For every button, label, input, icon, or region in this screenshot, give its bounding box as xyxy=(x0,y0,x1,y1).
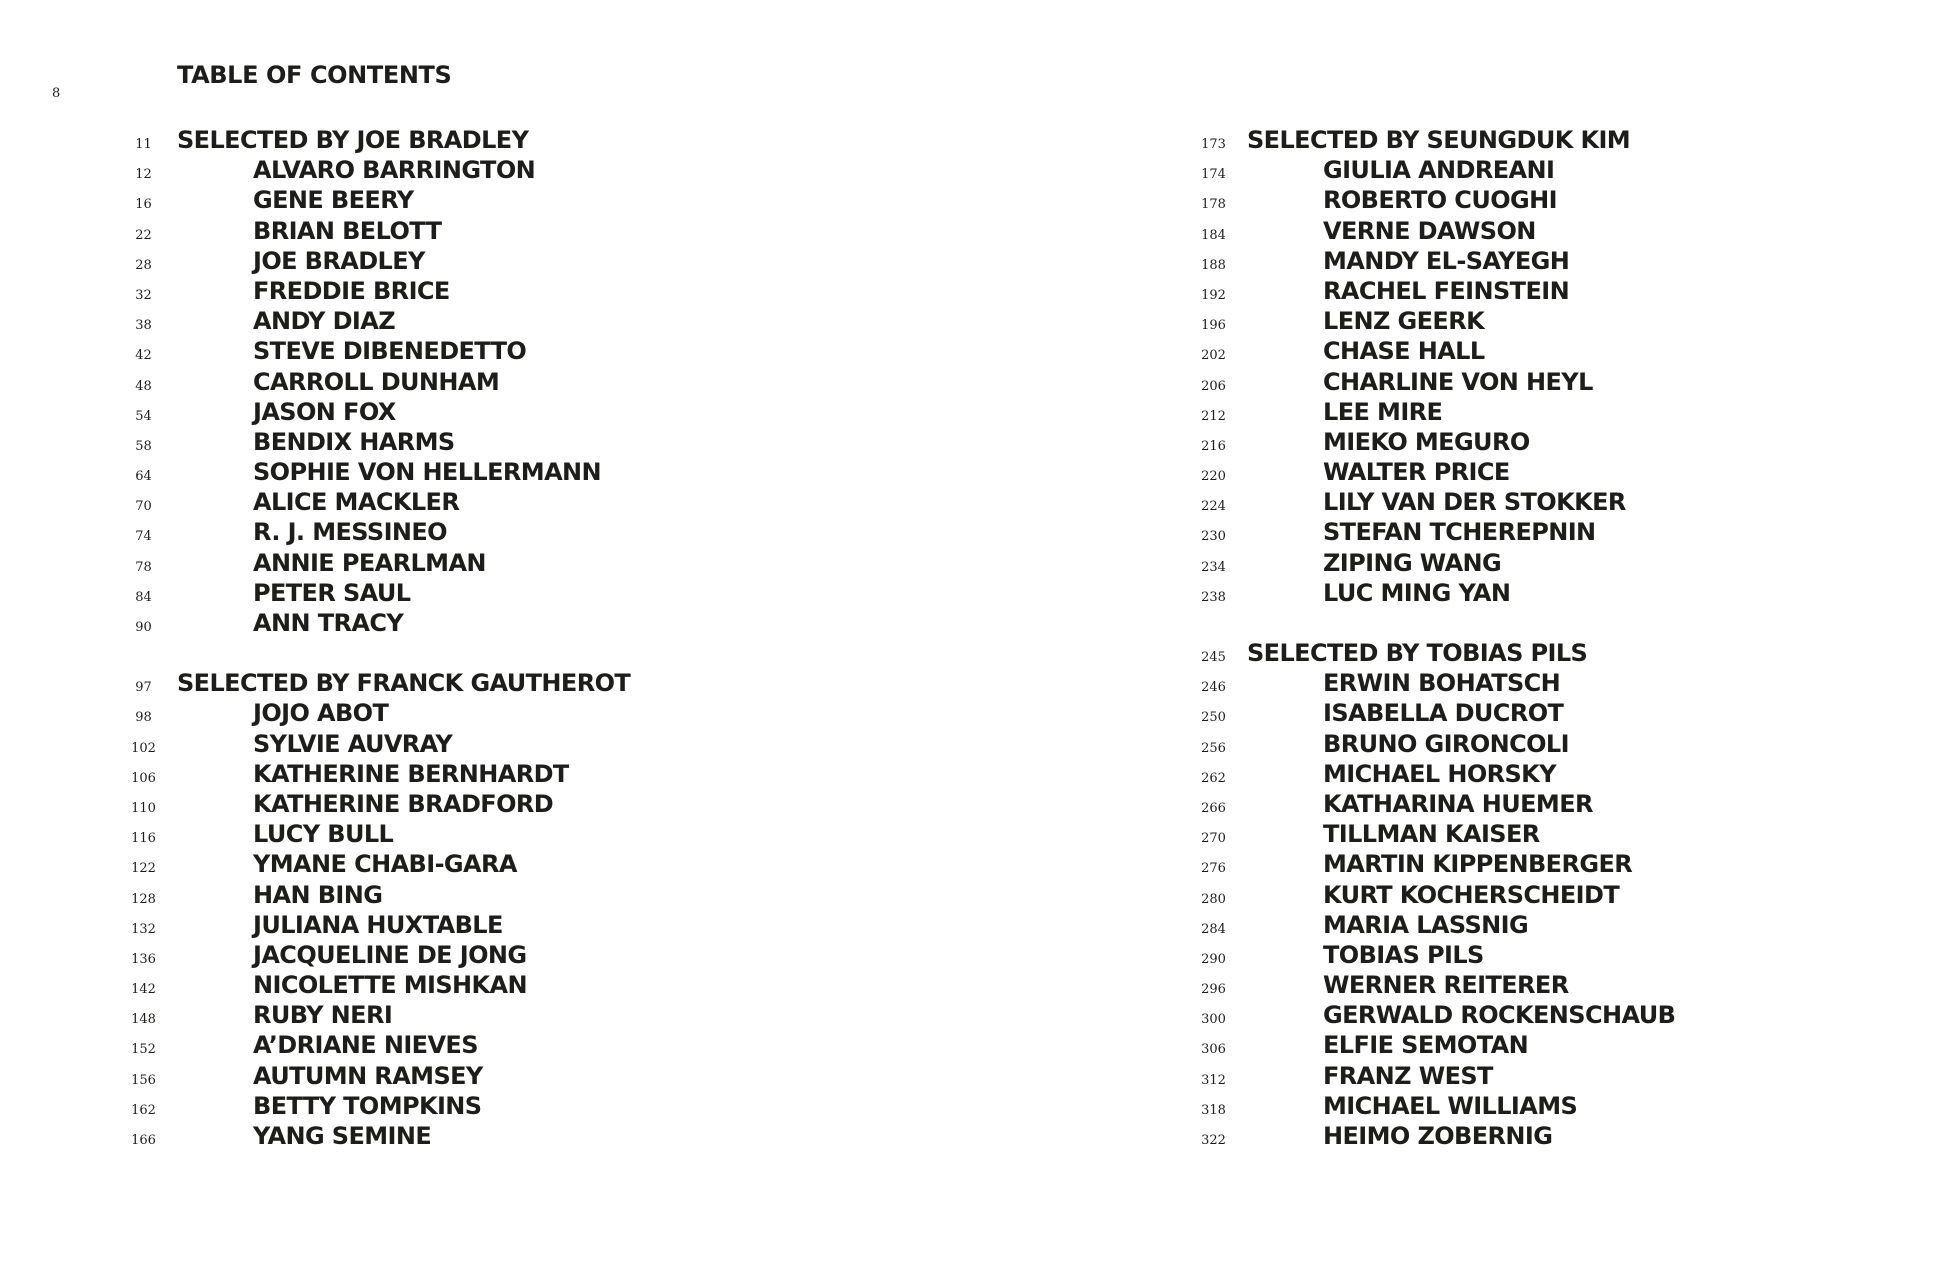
artist-page-number: 48 xyxy=(135,378,152,394)
artist-name: R. J. MESSINEO xyxy=(253,518,447,547)
artist-name: MICHAEL WILLIAMS xyxy=(1323,1091,1578,1120)
artist-page-number: 266 xyxy=(1201,800,1226,816)
section-title: SELECTED BY TOBIAS PILS xyxy=(1247,639,1588,667)
page-title: TABLE OF CONTENTS xyxy=(177,61,452,89)
artist-entry xyxy=(110,820,630,850)
artist-page-number: 78 xyxy=(135,559,152,575)
artist-page-number: 54 xyxy=(135,408,152,424)
artist-page-number: 128 xyxy=(131,891,156,907)
artist-page-number: 122 xyxy=(131,861,156,877)
artist-entry xyxy=(1180,971,1675,1001)
artist-entry xyxy=(1180,156,1675,186)
artist-entry xyxy=(110,1031,630,1061)
artist-name: SYLVIE AUVRAY xyxy=(253,729,453,758)
artist-page-number: 234 xyxy=(1201,559,1226,575)
artist-entry xyxy=(1180,1092,1675,1122)
artist-page-number: 306 xyxy=(1201,1042,1226,1058)
artist-page-number: 202 xyxy=(1201,348,1226,364)
artist-page-number: 74 xyxy=(135,529,152,545)
artist-entry xyxy=(110,790,630,820)
artist-name: BENDIX HARMS xyxy=(253,427,455,456)
artist-name: PETER SAUL xyxy=(253,578,411,607)
artist-name: KATHERINE BERNHARDT xyxy=(253,759,569,788)
artist-page-number: 196 xyxy=(1201,318,1226,334)
artist-entry xyxy=(110,337,630,367)
section-title: SELECTED BY JOE BRADLEY xyxy=(177,126,529,154)
artist-entry xyxy=(1180,820,1675,850)
section-page-number: 245 xyxy=(1201,650,1226,665)
artist-entry xyxy=(110,156,630,186)
artist-page-number: 58 xyxy=(135,438,152,454)
artist-name: YMANE CHABI-GARA xyxy=(253,850,517,879)
artist-name: A’DRIANE NIEVES xyxy=(253,1031,478,1060)
artist-name: STEVE DIBENEDETTO xyxy=(253,337,527,366)
artist-name: CARROLL DUNHAM xyxy=(253,367,500,396)
artist-page-number: 64 xyxy=(135,469,152,485)
artist-page-number: 300 xyxy=(1201,1012,1226,1028)
artist-entry xyxy=(110,971,630,1001)
artist-page-number: 84 xyxy=(135,589,152,605)
artist-page-number: 280 xyxy=(1201,891,1226,907)
artist-name: JOE BRADLEY xyxy=(253,246,425,275)
artist-page-number: 42 xyxy=(135,348,152,364)
artist-page-number: 174 xyxy=(1201,167,1226,183)
artist-entry xyxy=(110,881,630,911)
artist-name: ISABELLA DUCROT xyxy=(1323,699,1564,728)
artist-entry xyxy=(1180,911,1675,941)
artist-name: RACHEL FEINSTEIN xyxy=(1323,276,1570,305)
artist-name: LENZ GEERK xyxy=(1323,307,1485,336)
artist-name: ERWIN BOHATSCH xyxy=(1323,669,1561,698)
toc-section xyxy=(110,669,630,1152)
artist-entry xyxy=(110,579,630,609)
artist-entry xyxy=(1180,307,1675,337)
section-heading-row xyxy=(1180,126,1675,156)
artist-name: JACQUELINE DE JONG xyxy=(253,940,527,969)
artist-page-number: 166 xyxy=(131,1133,156,1148)
section-title: SELECTED BY FRANCK GAUTHEROT xyxy=(177,669,631,698)
artist-page-number: 106 xyxy=(131,770,156,786)
artist-name: KURT KOCHERSCHEIDT xyxy=(1323,880,1620,909)
artist-name: ALVARO BARRINGTON xyxy=(253,156,536,185)
artist-name: WALTER PRICE xyxy=(1323,458,1510,487)
artist-name: MANDY EL-SAYEGH xyxy=(1323,246,1570,275)
artist-page-number: 188 xyxy=(1201,257,1226,273)
artist-entry xyxy=(1180,368,1675,398)
toc-column-left xyxy=(110,126,630,1182)
artist-entry xyxy=(110,549,630,579)
artist-page-number: 212 xyxy=(1201,408,1226,424)
artist-entry xyxy=(1180,790,1675,820)
artist-entry xyxy=(110,1092,630,1122)
artist-entry xyxy=(110,911,630,941)
artist-page-number: 132 xyxy=(131,921,156,937)
artist-page-number: 12 xyxy=(135,167,152,183)
artist-name: MARTIN KIPPENBERGER xyxy=(1323,850,1633,879)
artist-entry xyxy=(1180,1122,1675,1152)
page-number: 8 xyxy=(52,86,61,101)
toc-section xyxy=(1180,126,1675,609)
artist-name: ZIPING WANG xyxy=(1323,548,1502,577)
artist-entry xyxy=(1180,458,1675,488)
section-page-number: 97 xyxy=(135,680,152,696)
artist-name: LILY VAN DER STOKKER xyxy=(1323,488,1626,517)
artist-name: GERWALD ROCKENSCHAUB xyxy=(1323,1001,1676,1030)
artist-page-number: 16 xyxy=(135,197,152,213)
artist-page-number: 312 xyxy=(1201,1072,1226,1088)
artist-entry xyxy=(1180,277,1675,307)
artist-name: ALICE MACKLER xyxy=(253,488,460,517)
artist-name: VERNE DAWSON xyxy=(1323,216,1536,245)
artist-entry xyxy=(110,760,630,790)
artist-page-number: 148 xyxy=(131,1012,156,1028)
artist-page-number: 216 xyxy=(1201,438,1226,454)
artist-page-number: 318 xyxy=(1201,1102,1226,1118)
artist-entry xyxy=(110,428,630,458)
artist-page-number: 230 xyxy=(1201,529,1226,545)
toc-section xyxy=(110,126,630,639)
artist-entry xyxy=(1180,428,1675,458)
artist-page-number: 220 xyxy=(1201,469,1226,485)
artist-name: AUTUMN RAMSEY xyxy=(253,1061,483,1090)
artist-entry xyxy=(1180,669,1675,699)
artist-entry xyxy=(110,247,630,277)
artist-entry xyxy=(1180,247,1675,277)
artist-name: GENE BEERY xyxy=(253,186,414,215)
artist-page-number: 110 xyxy=(131,800,156,816)
artist-name: BETTY TOMPKINS xyxy=(253,1091,482,1120)
section-heading-row xyxy=(110,669,630,699)
artist-entry xyxy=(1180,518,1675,548)
artist-name: HAN BING xyxy=(253,880,383,909)
artist-page-number: 290 xyxy=(1201,951,1226,967)
artist-page-number: 206 xyxy=(1201,378,1226,394)
artist-name: ANNIE PEARLMAN xyxy=(253,548,486,577)
artist-page-number: 284 xyxy=(1201,921,1226,937)
artist-name: CHASE HALL xyxy=(1323,337,1485,366)
artist-name: MARIA LASSNIG xyxy=(1323,910,1529,939)
artist-entry xyxy=(110,307,630,337)
artist-entry xyxy=(110,458,630,488)
artist-name: GIULIA ANDREANI xyxy=(1323,156,1555,185)
artist-name: TOBIAS PILS xyxy=(1323,940,1484,969)
artist-entry xyxy=(110,850,630,880)
artist-entry xyxy=(1180,579,1675,609)
artist-entry xyxy=(110,518,630,548)
artist-page-number: 70 xyxy=(135,499,152,515)
artist-entry xyxy=(1180,850,1675,880)
artist-page-number: 238 xyxy=(1201,589,1226,605)
artist-entry xyxy=(110,277,630,307)
section-title: SELECTED BY SEUNGDUK KIM xyxy=(1247,126,1631,154)
artist-name: FRANZ WEST xyxy=(1323,1061,1493,1090)
artist-name: KATHARINA HUEMER xyxy=(1323,789,1593,818)
artist-entry xyxy=(1180,186,1675,216)
artist-name: RUBY NERI xyxy=(253,1001,393,1030)
artist-entry xyxy=(1180,881,1675,911)
artist-page-number: 38 xyxy=(135,318,152,334)
artist-page-number: 256 xyxy=(1201,740,1226,756)
artist-name: STEFAN TCHEREPNIN xyxy=(1323,518,1596,547)
toc-column-right xyxy=(1180,126,1675,1182)
artist-entry xyxy=(1180,549,1675,579)
artist-entry xyxy=(110,699,630,729)
artist-entry xyxy=(110,217,630,247)
artist-page-number: 178 xyxy=(1201,197,1226,213)
artist-page-number: 116 xyxy=(131,831,156,847)
artist-entry xyxy=(1180,760,1675,790)
artist-name: LEE MIRE xyxy=(1323,397,1443,426)
artist-entry xyxy=(1180,1031,1675,1061)
artist-entry xyxy=(1180,337,1675,367)
artist-name: HEIMO ZOBERNIG xyxy=(1323,1122,1553,1150)
section-page-number: 173 xyxy=(1201,137,1226,152)
toc-section xyxy=(1180,639,1675,1152)
artist-page-number: 142 xyxy=(131,982,156,998)
artist-name: MICHAEL HORSKY xyxy=(1323,759,1556,788)
artist-name: MIEKO MEGURO xyxy=(1323,427,1530,456)
artist-name: LUCY BULL xyxy=(253,820,394,849)
artist-name: JASON FOX xyxy=(253,397,396,426)
artist-entry xyxy=(1180,398,1675,428)
artist-entry xyxy=(1180,488,1675,518)
artist-page-number: 156 xyxy=(131,1072,156,1088)
artist-page-number: 270 xyxy=(1201,831,1226,847)
artist-name: KATHERINE BRADFORD xyxy=(253,789,554,818)
artist-entry xyxy=(110,941,630,971)
artist-page-number: 224 xyxy=(1201,499,1226,515)
artist-entry xyxy=(1180,1062,1675,1092)
artist-entry xyxy=(110,609,630,639)
artist-name: JOJO ABOT xyxy=(253,699,389,728)
artist-name: CHARLINE VON HEYL xyxy=(1323,367,1593,396)
artist-name: LUC MING YAN xyxy=(1323,578,1511,607)
artist-page-number: 322 xyxy=(1201,1133,1226,1148)
artist-page-number: 98 xyxy=(135,710,152,726)
artist-name: SOPHIE VON HELLERMANN xyxy=(253,458,602,487)
artist-entry xyxy=(110,730,630,760)
artist-page-number: 296 xyxy=(1201,982,1226,998)
artist-entry xyxy=(1180,1001,1675,1031)
artist-entry xyxy=(110,398,630,428)
artist-page-number: 192 xyxy=(1201,287,1226,303)
artist-page-number: 136 xyxy=(131,951,156,967)
artist-page-number: 276 xyxy=(1201,861,1226,877)
section-heading-row xyxy=(110,126,630,156)
artist-page-number: 162 xyxy=(131,1102,156,1118)
section-heading-row xyxy=(1180,639,1675,669)
artist-name: BRIAN BELOTT xyxy=(253,216,442,245)
artist-name: ELFIE SEMOTAN xyxy=(1323,1031,1529,1060)
artist-page-number: 152 xyxy=(131,1042,156,1058)
artist-name: TILLMAN KAISER xyxy=(1323,820,1540,849)
artist-name: ANDY DIAZ xyxy=(253,307,395,336)
artist-page-number: 32 xyxy=(135,287,152,303)
artist-page-number: 102 xyxy=(131,740,156,756)
artist-entry xyxy=(110,1062,630,1092)
artist-entry xyxy=(110,186,630,216)
artist-page-number: 28 xyxy=(135,257,152,273)
artist-entry xyxy=(1180,730,1675,760)
artist-name: JULIANA HUXTABLE xyxy=(253,910,503,939)
artist-name: ANN TRACY xyxy=(253,609,404,637)
artist-page-number: 250 xyxy=(1201,710,1226,726)
artist-page-number: 184 xyxy=(1201,227,1226,243)
artist-name: FREDDIE BRICE xyxy=(253,276,450,305)
artist-entry xyxy=(1180,699,1675,729)
artist-entry xyxy=(110,1001,630,1031)
artist-entry xyxy=(1180,217,1675,247)
section-page-number: 11 xyxy=(135,137,152,152)
artist-entry xyxy=(110,368,630,398)
artist-entry xyxy=(110,1122,630,1152)
artist-name: ROBERTO CUOGHI xyxy=(1323,186,1557,215)
artist-name: YANG SEMINE xyxy=(253,1122,432,1150)
artist-page-number: 90 xyxy=(135,620,152,635)
artist-entry xyxy=(110,488,630,518)
artist-name: WERNER REITERER xyxy=(1323,971,1569,1000)
artist-name: NICOLETTE MISHKAN xyxy=(253,971,528,1000)
artist-page-number: 262 xyxy=(1201,770,1226,786)
artist-name: BRUNO GIRONCOLI xyxy=(1323,729,1569,758)
artist-page-number: 246 xyxy=(1201,680,1226,696)
artist-entry xyxy=(1180,941,1675,971)
artist-page-number: 22 xyxy=(135,227,152,243)
